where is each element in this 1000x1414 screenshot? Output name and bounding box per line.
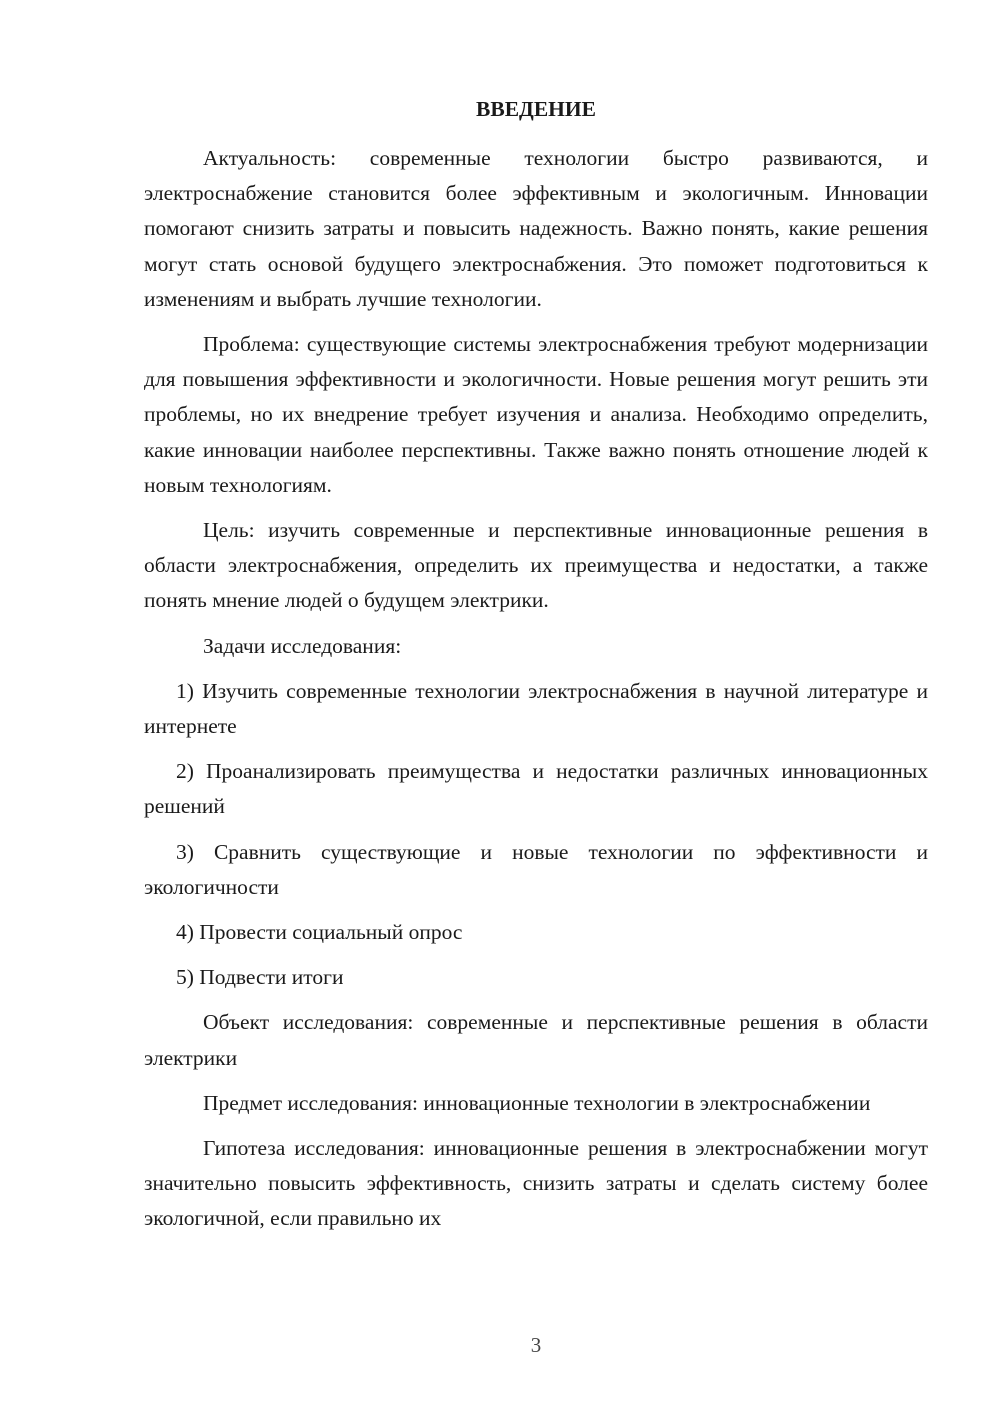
paragraph-object: Объект исследования: современные и перспективные решения в области электрики [144, 1010, 928, 1070]
paragraph-relevance: Актуальность: современные технологии быстро развиваются, и электроснабжение становится более эффективным и экологичным. Инновации помогают снизить затраты и повысить надежность. Важно понять, какие решения могут стать основой будущего электроснабжения. Это поможет подготовиться к изменениям и выбрать лучшие технологии. [144, 146, 928, 311]
page-title: ВВЕДЕНИЕ [476, 97, 596, 121]
document-body [144, 141, 928, 1247]
paragraph-goal: Цель: изучить современные и перспективные инновационные решения в области электроснабжения, определить их преимущества и недостатки, а также понять мнение людей о будущем электрики. [144, 518, 928, 613]
paragraph-hypothesis: Гипотеза исследования: инновационные решения в электроснабжении могут значительно повысить эффективность, снизить затраты и сделать систему более экологичной, если правильно их [144, 1136, 928, 1231]
page-number: 3 [530, 1333, 542, 1357]
task-item-3: 3) Сравнить существующие и новые технологии по эффективности и экологичности [144, 839, 928, 899]
task-item-5: 5) Подвести итоги [176, 965, 344, 990]
tasks-heading: Задачи исследования: [203, 633, 402, 658]
paragraph-problem: Проблема: существующие системы электроснабжения требуют модернизации для повышения эффективности и экологичности. Новые решения могут решить эти проблемы, но их внедрение требует изучения и анализа. Необходимо определить, какие инновации наиболее перспективны. Также важно понять отношение людей к новым технологиям. [144, 332, 928, 497]
paragraph-subject: Предмет исследования: инновационные технологии в электроснабжении [203, 1090, 871, 1115]
task-item-1: 1) Изучить современные технологии электроснабжения в научной литературе и интернете [144, 678, 928, 739]
task-item-2: 2) Проанализировать преимущества и недостатки различных инновационных решений [144, 759, 928, 819]
task-item-4: 4) Провести социальный опрос [176, 920, 463, 945]
